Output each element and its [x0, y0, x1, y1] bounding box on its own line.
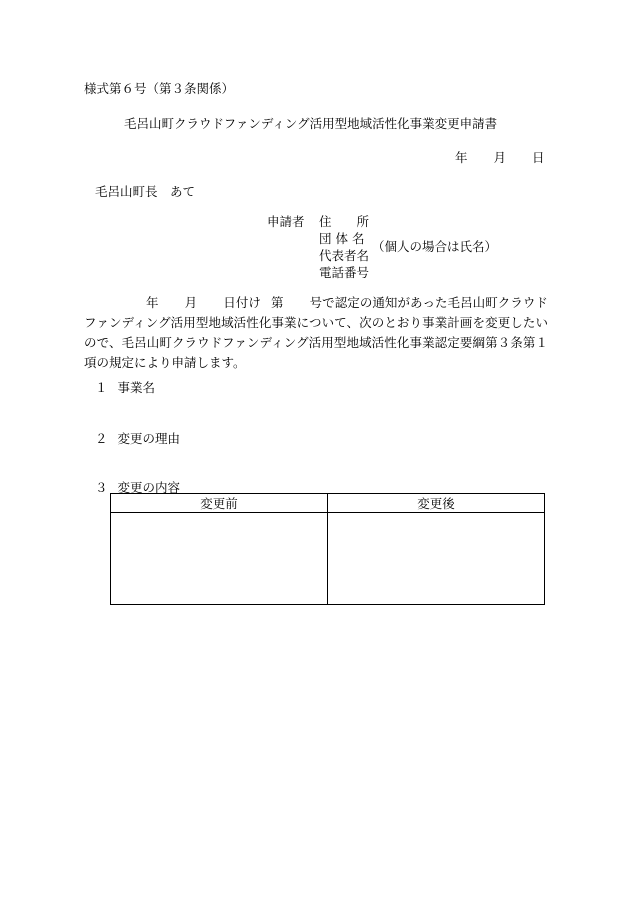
table-header-row: [111, 494, 545, 513]
applicant-rep-label: 代表者名: [319, 248, 370, 263]
date-line: [455, 148, 545, 166]
applicant-phone-label: 電話番号: [319, 265, 370, 280]
item-label: 変更の理由: [117, 431, 181, 446]
header-after: 変更後: [328, 494, 545, 513]
date-year: 年: [455, 150, 468, 165]
change-table: [110, 493, 545, 605]
body-dated: 日付け: [223, 295, 261, 310]
document-title: 毛呂山町クラウドファンディング活用型地域活性化事業変更申請書: [124, 116, 498, 131]
item-label: 事業名: [117, 380, 156, 395]
applicant-address-label: 住 所: [319, 214, 370, 229]
item-number: ３: [95, 480, 108, 495]
date-month: 月: [493, 150, 507, 165]
addressee: 毛呂山町長 あて: [95, 184, 196, 199]
form-number: 様式第６号（第３条関係）: [84, 81, 235, 96]
applicant-label: 申請者: [267, 214, 305, 229]
cell-before[interactable]: [111, 513, 328, 605]
date-day: 日: [532, 150, 545, 165]
item-1: [95, 378, 155, 396]
body-text: 号で認定の通知があった毛呂山町クラウドファンディング活用型地域活性化事業について、次のとおり事業計画を変更したいので、毛呂山町クラウドファンディング活用型地域活性化事業認定要綱第３条第１項の規定により申請します。: [84, 295, 548, 370]
body-dai: 第: [270, 295, 284, 310]
body-year: 年: [146, 295, 159, 310]
cell-after[interactable]: [328, 513, 545, 605]
body-paragraph: [84, 293, 548, 373]
table-row: [111, 513, 545, 605]
item-number: ２: [95, 431, 108, 446]
item-label: 変更の内容: [117, 480, 181, 495]
item-number: １: [95, 380, 108, 395]
item-2: [95, 429, 180, 447]
applicant-org-label: 団 体 名: [319, 231, 365, 246]
applicant-note: （個人の場合は氏名）: [372, 239, 498, 254]
header-before: 変更前: [111, 494, 328, 513]
body-month: 月: [184, 295, 198, 310]
